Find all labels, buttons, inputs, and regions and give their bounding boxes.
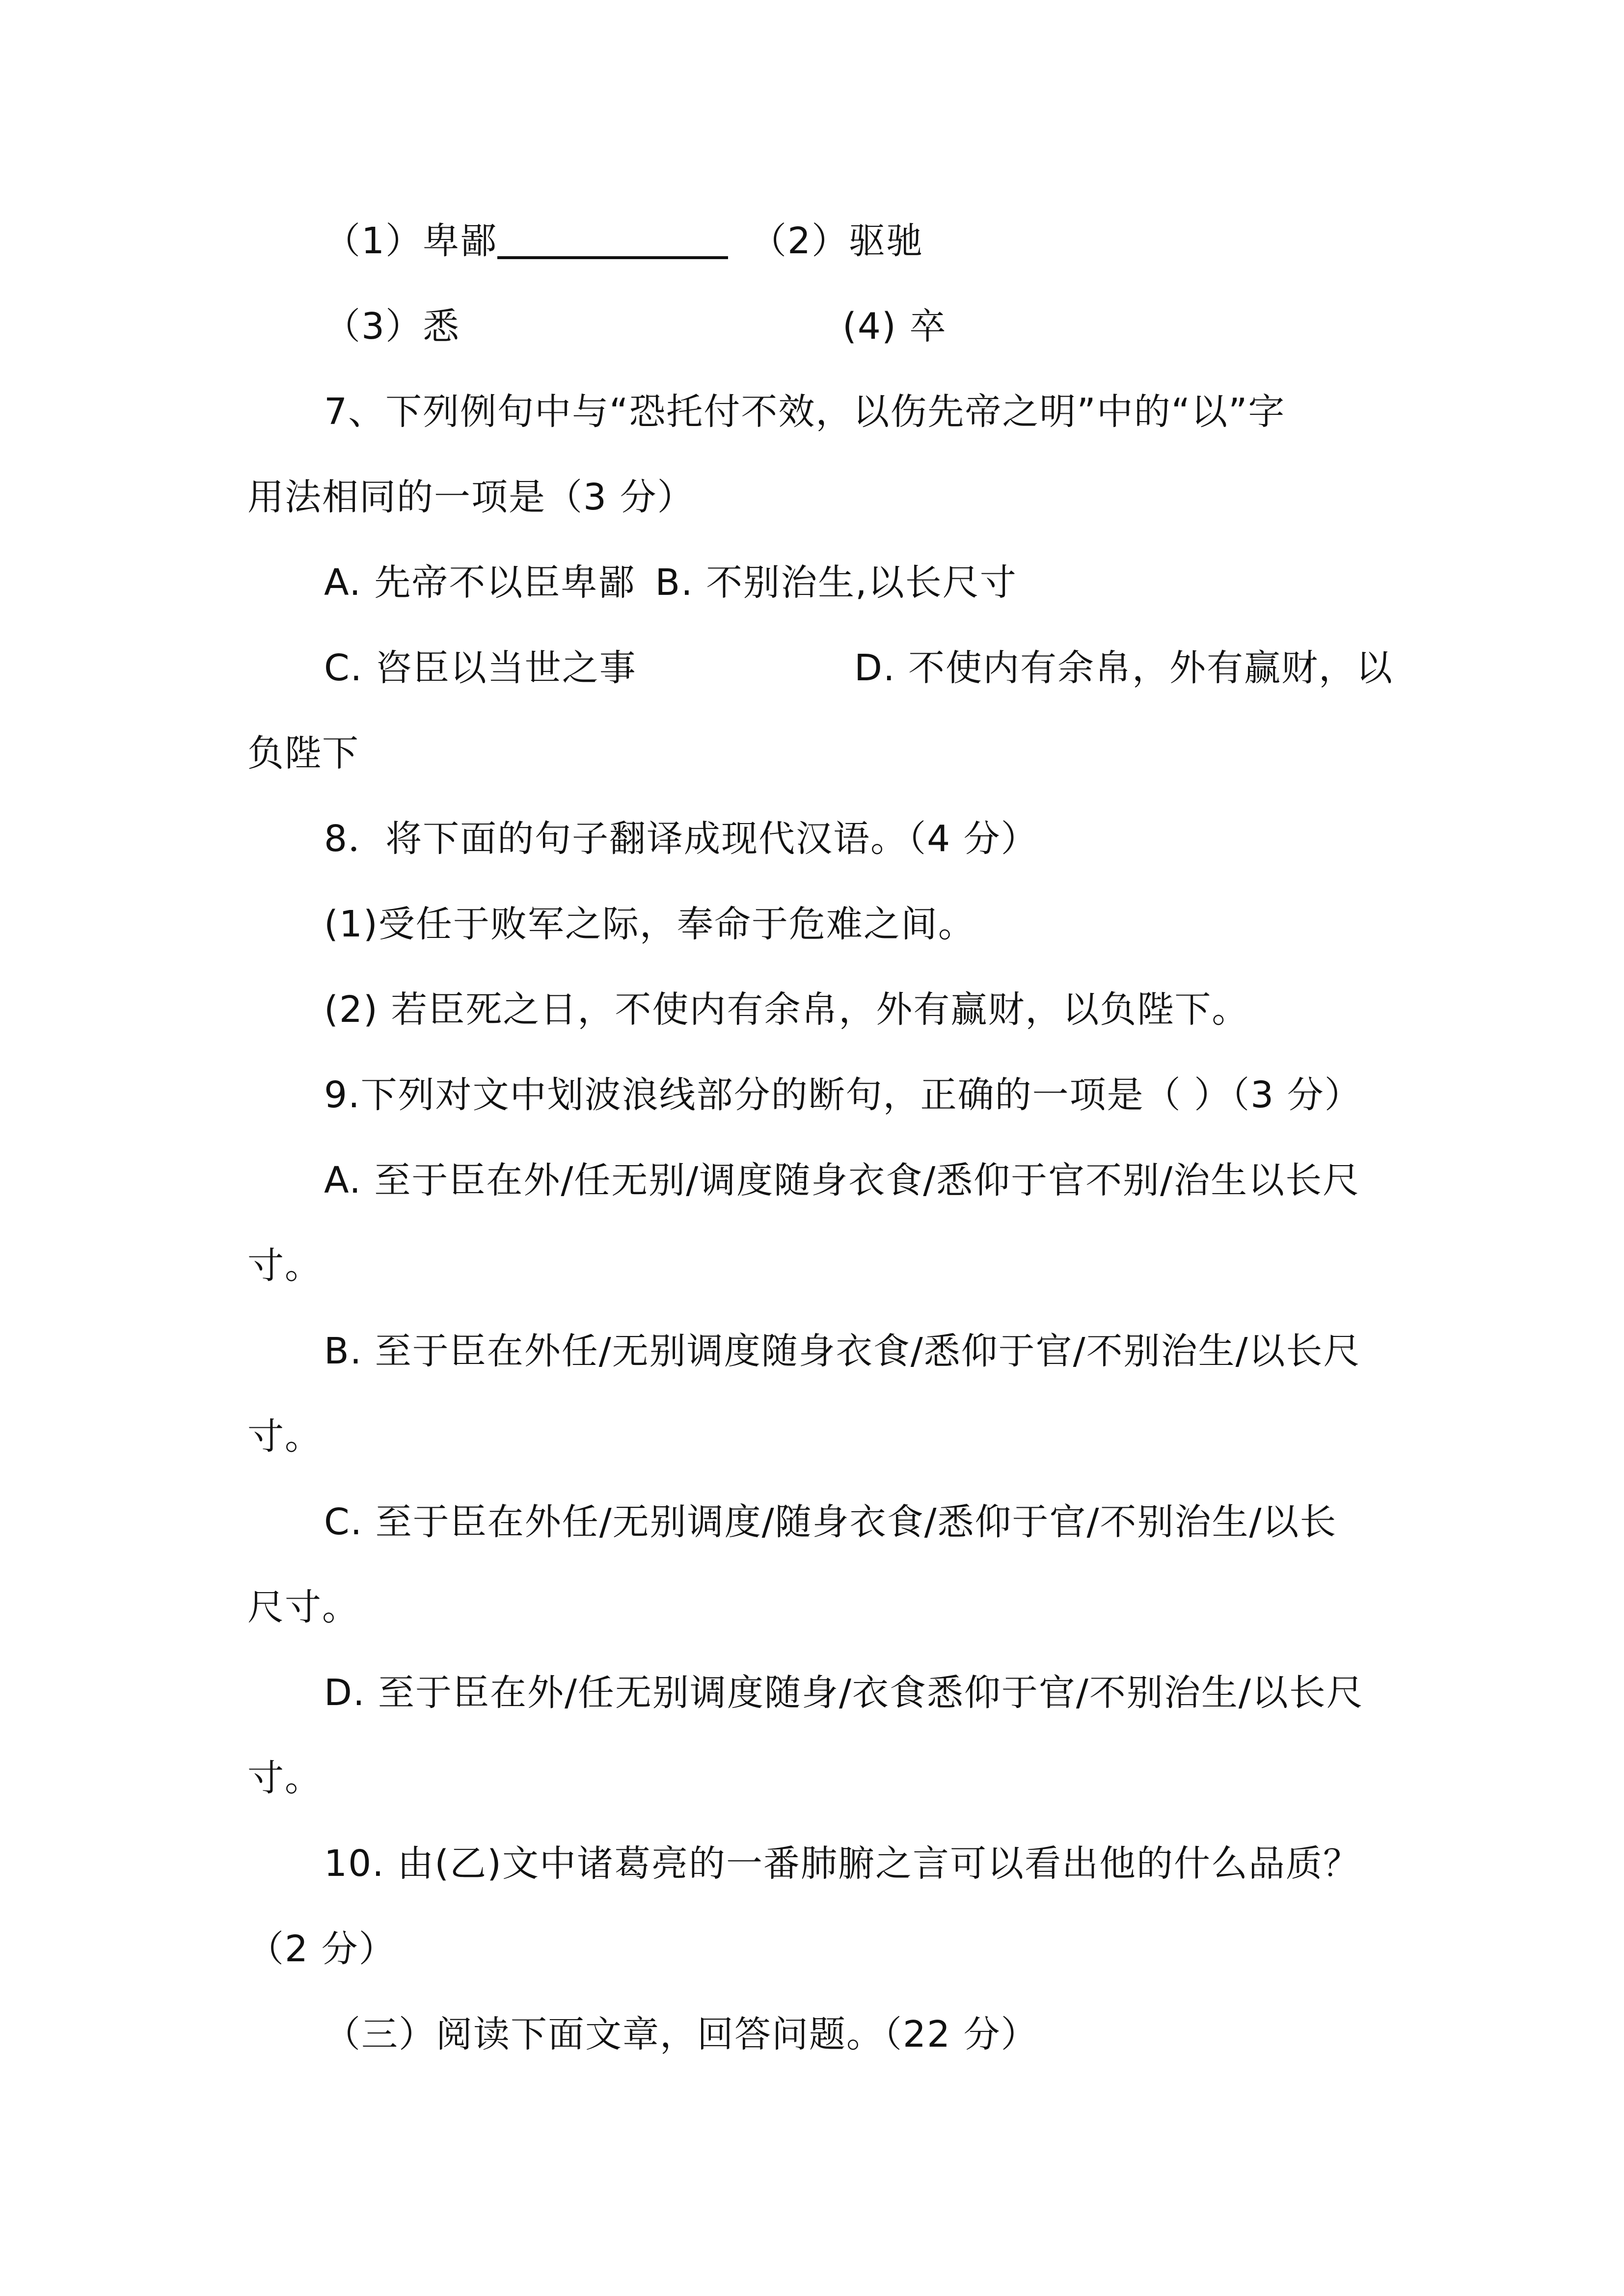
q7-stem-line1: 7、下列例句中与“恐托付不效，以伤先帝之明”中的“以”字 [324, 391, 1286, 433]
q9-option-a-line1: A. 至于臣在外/任无别/调度随身衣食/悉仰于官不别/治生以长尺 [324, 1159, 1360, 1201]
q9-option-d-line1: D. 至于臣在外/任无别调度随身/衣食悉仰于官/不别治生/以长尺 [324, 1672, 1364, 1714]
vocab-item-4: (4) 卒 [842, 305, 947, 347]
section3-heading: （三）阅读下面文章，回答问题。（22 分） [324, 2013, 1038, 2056]
q7-option-c: C. 咨臣以当世之事 [324, 647, 637, 689]
q9-stem: 9.下列对文中划波浪线部分的断句，正确的一项是（ ）（3 分） [324, 1074, 1362, 1116]
q7-option-a: A. 先帝不以臣卑鄙 [324, 561, 636, 604]
q8-item-1: (1)受任于败军之际，奉命于危难之间。 [324, 903, 975, 945]
q7-stem-line2: 用法相同的一项是（3 分） [247, 476, 695, 518]
q7-options-ab [324, 561, 1017, 604]
q8-stem: 8．将下面的句子翻译成现代汉语。（4 分） [324, 818, 1038, 860]
vocab-item-3: （3）悉 [324, 305, 460, 347]
q9-option-b-line2: 寸。 [247, 1415, 322, 1458]
answer-blank [497, 225, 728, 259]
q7-option-b: B. 不别治生,以长尺寸 [655, 561, 1017, 604]
vocab-item-1-text: （1）卑鄙 [324, 220, 498, 262]
q10-stem-line2: （2 分） [247, 1928, 396, 1970]
q10-stem-line1: 10. 由(乙)文中诸葛亮的一番肺腑之言可以看出他的什么品质？ [324, 1842, 1360, 1885]
q9-option-d-line2: 寸。 [247, 1757, 322, 1799]
q9-option-b-line1: B. 至于臣在外任/无别调度随身衣食/悉仰于官/不别治生/以长尺 [324, 1330, 1361, 1372]
q7-option-d-line2: 负陛下 [247, 732, 359, 774]
vocab-item-2: （2）驱驰 [750, 220, 924, 262]
vocab-item-1 [324, 220, 728, 262]
q9-option-c-line1: C. 至于臣在外任/无别调度/随身衣食/悉仰于官/不别治生/以长 [324, 1501, 1337, 1543]
q9-option-c-line2: 尺寸。 [247, 1586, 359, 1629]
q7-option-d-line1: D. 不使内有余帛，外有赢财，以 [854, 647, 1394, 689]
q8-item-2: (2) 若臣死之日，不使内有余帛，外有赢财，以负陛下。 [324, 988, 1249, 1031]
q9-option-a-line2: 寸。 [247, 1245, 322, 1287]
